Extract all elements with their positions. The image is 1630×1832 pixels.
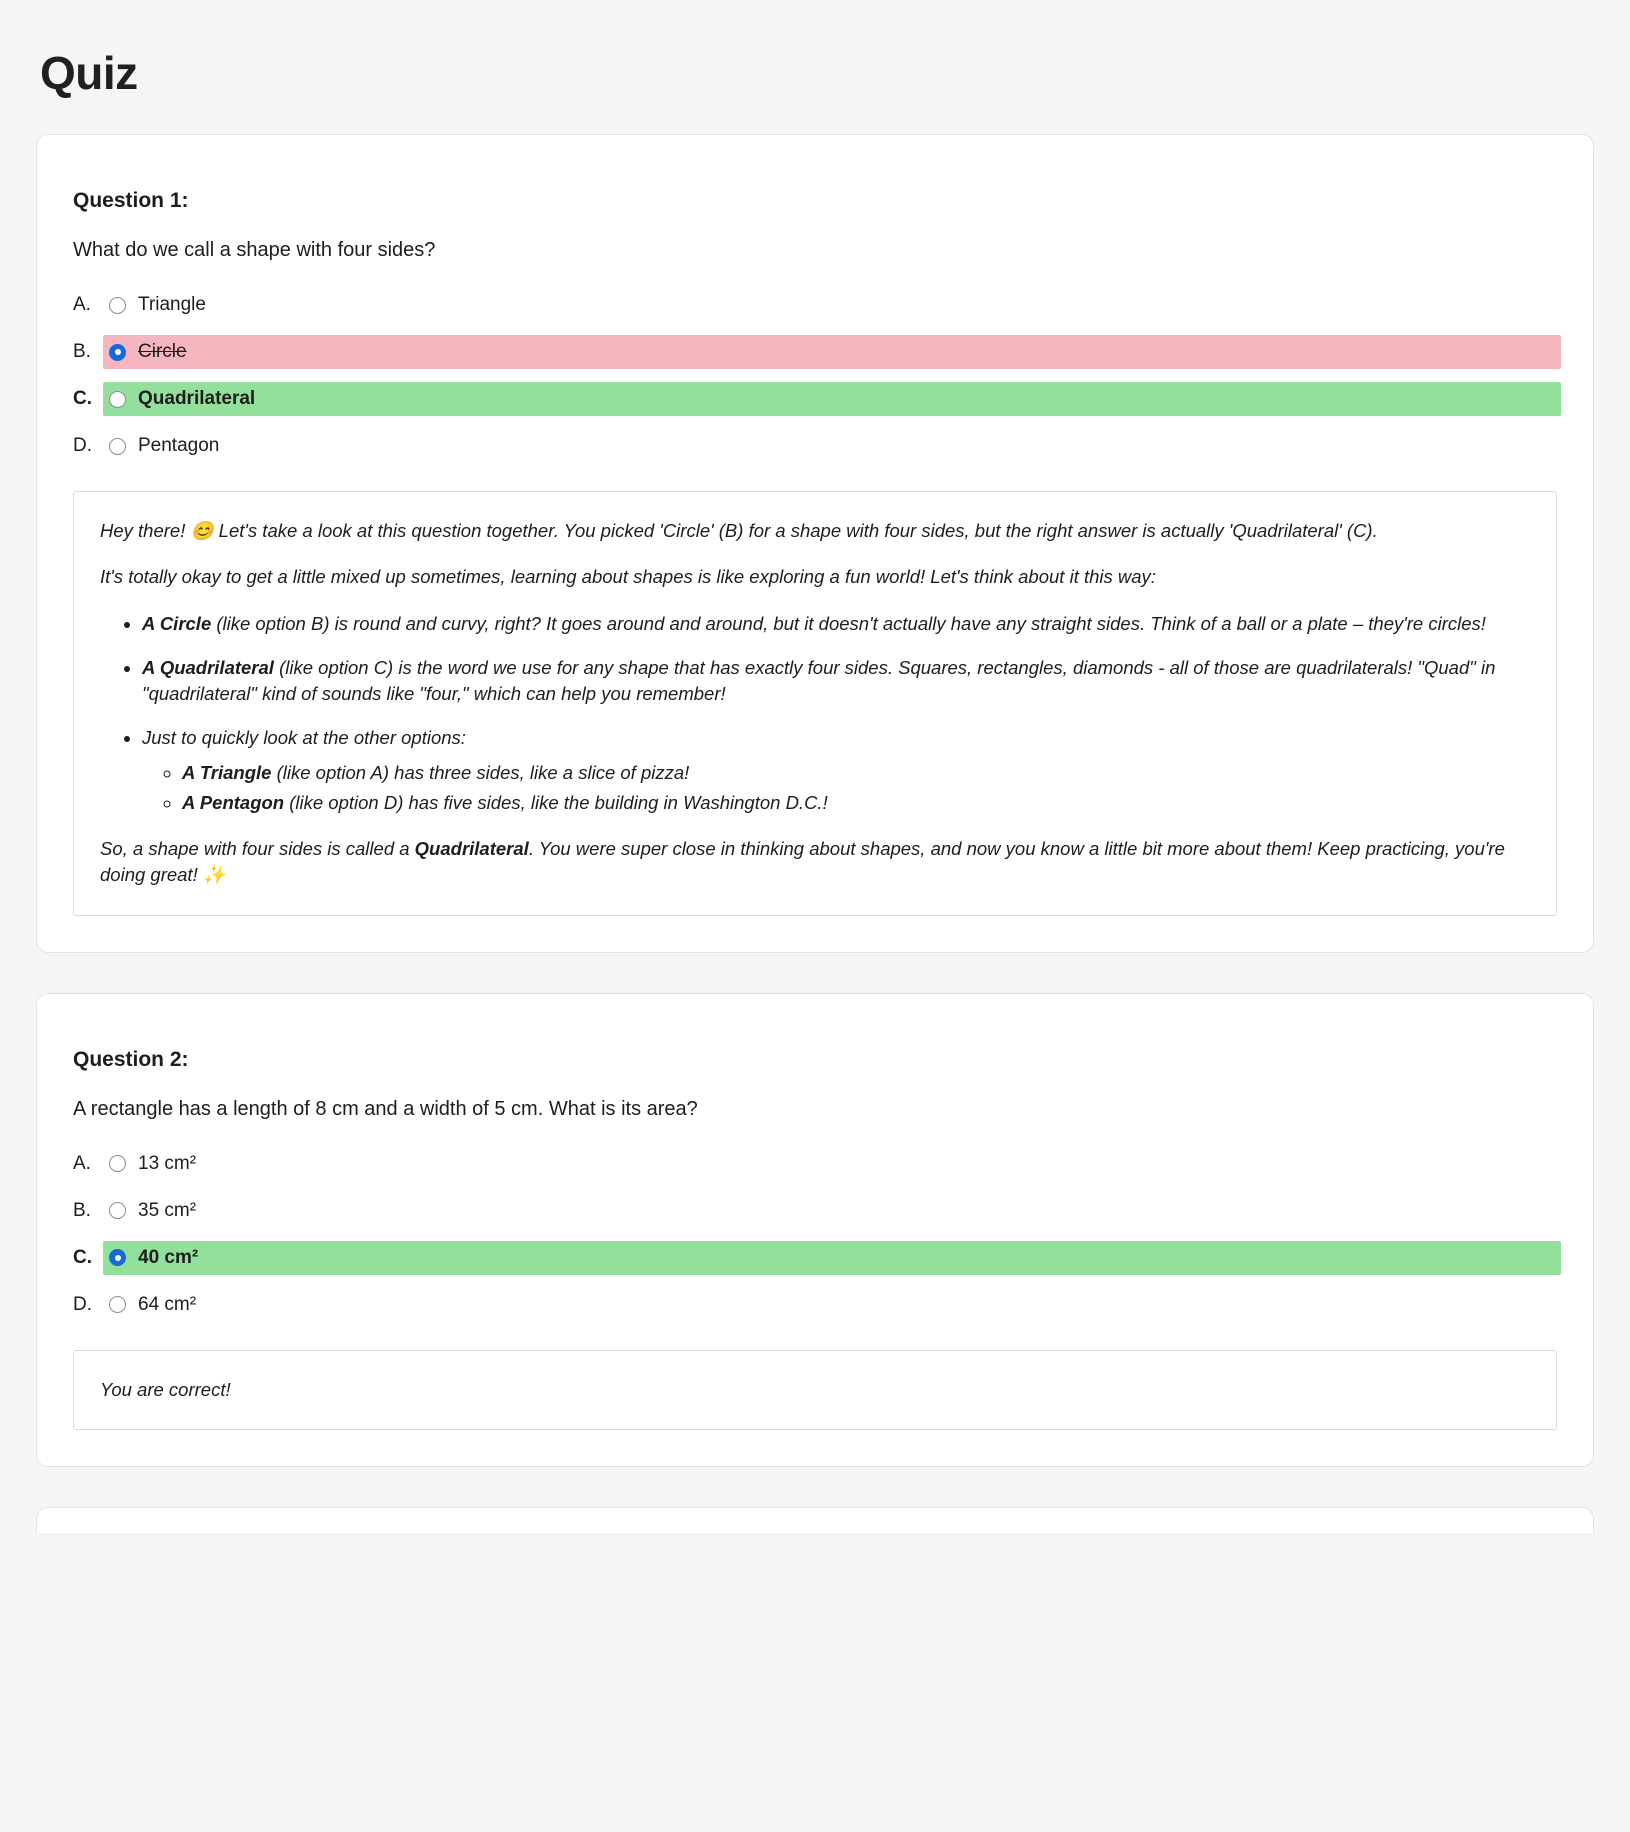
feedback-bullet-rest: (like option B) is round and curvy, right? It goes around and around, but it doesn't actually have any straight sides. Think of a ball or a plate – they're circles! — [211, 612, 1486, 634]
feedback-intro: Hey there! 😊 Let's take a look at this question together. You picked 'Circle' (B) for a shape with four sides, but the right answer is actually 'Quadrilateral' (C). — [100, 520, 1378, 541]
option-row[interactable] — [69, 429, 1561, 463]
radio-button[interactable] — [109, 344, 126, 361]
option-highlight-correct[interactable] — [103, 1241, 1561, 1275]
option-highlight-correct[interactable] — [103, 382, 1561, 416]
radio-button[interactable] — [109, 1155, 126, 1172]
option-highlight-incorrect[interactable] — [103, 335, 1561, 369]
question-1-label: Question 1: — [73, 189, 189, 212]
option-label: Quadrilateral — [138, 388, 256, 409]
option-letter: A. — [73, 1152, 91, 1174]
option-label: Pentagon — [138, 435, 220, 456]
option-letter: A. — [73, 294, 91, 315]
page-title: Quiz — [40, 47, 138, 99]
feedback-sub-lead: A Pentagon — [182, 791, 285, 813]
option-letter: C. — [73, 1246, 92, 1268]
feedback-sub-bullet — [182, 760, 1526, 786]
question-2-label: Question 2: — [73, 1047, 189, 1071]
option-label: 40 cm² — [138, 1246, 199, 1268]
feedback-closing-a: So, a shape with four sides is called a — [100, 838, 415, 860]
question-card-2 — [36, 993, 1594, 1467]
option-row[interactable] — [69, 335, 1561, 369]
feedback-closing-bold: Quadrilateral — [414, 838, 529, 860]
option-row[interactable] — [69, 288, 1561, 322]
option-label: 64 cm² — [138, 1293, 197, 1315]
radio-button[interactable] — [109, 391, 126, 408]
feedback-bullet — [142, 655, 1526, 708]
feedback-sub-rest: (like option D) has five sides, like the building in Washington D.C.! — [284, 791, 828, 813]
option-label: 13 cm² — [138, 1152, 197, 1174]
option-row[interactable] — [69, 1241, 1561, 1275]
feedback-bullet-lead: A Circle — [142, 612, 212, 634]
option-letter: D. — [73, 1293, 92, 1315]
question-card-1 — [36, 134, 1594, 953]
radio-button[interactable] — [109, 1249, 126, 1266]
radio-button[interactable] — [109, 1296, 126, 1313]
feedback-bullet-lead: A Quadrilateral — [142, 656, 274, 678]
option-row[interactable] — [69, 1194, 1561, 1228]
feedback-bullet-list — [100, 611, 1526, 817]
option-label: Triangle — [138, 294, 206, 315]
feedback-sub-bullet — [182, 790, 1526, 816]
feedback-second: It's totally okay to get a little mixed up sometimes, learning about shapes is like exploring a fun world! Let's think about it this way: — [100, 566, 1156, 588]
question-1-text: What do we call a shape with four sides? — [73, 239, 436, 261]
feedback-bullet — [142, 611, 1526, 637]
feedback-sub-list — [142, 760, 1526, 817]
radio-button[interactable] — [109, 438, 126, 455]
feedback-closing — [100, 836, 1526, 889]
radio-button[interactable] — [109, 1202, 126, 1219]
option-letter: B. — [73, 341, 91, 362]
option-letter: B. — [73, 1199, 91, 1221]
question-card-3-partial — [36, 1507, 1594, 1533]
feedback-correct-text: You are correct! — [100, 1378, 231, 1400]
option-letter: C. — [73, 388, 92, 409]
question-1-feedback — [73, 491, 1557, 916]
feedback-sub-rest: (like option A) has three sides, like a slice of pizza! — [271, 761, 690, 783]
option-letter: D. — [73, 435, 92, 456]
option-label: 35 cm² — [138, 1199, 197, 1221]
question-2-text: A rectangle has a length of 8 cm and a width of 5 cm. What is its area? — [73, 1097, 698, 1120]
feedback-bullet-other — [142, 725, 1526, 816]
option-row[interactable] — [69, 1288, 1561, 1322]
feedback-bullet-rest: (like option C) is the word we use for any shape that has exactly four sides. Squares, rectangles, diamonds - all of those are quadrilaterals! "Quad" in "quadrilateral" kind of sounds like "four," which can help you remember! — [142, 656, 1496, 705]
option-row[interactable] — [69, 1147, 1561, 1181]
option-row[interactable] — [69, 382, 1561, 416]
question-2-options — [69, 1147, 1561, 1322]
radio-button[interactable] — [109, 297, 126, 314]
feedback-closing-b: . You were super close in thinking about shapes, and now you know a little bit more about them! Keep practicing, you're doing great! ✨ — [100, 838, 1505, 886]
question-2-feedback — [73, 1350, 1557, 1430]
option-label: Circle — [138, 341, 187, 362]
feedback-sub-lead: A Triangle — [182, 761, 272, 783]
question-1-options — [69, 288, 1561, 463]
feedback-other-lead: Just to quickly look at the other options: — [142, 727, 466, 749]
